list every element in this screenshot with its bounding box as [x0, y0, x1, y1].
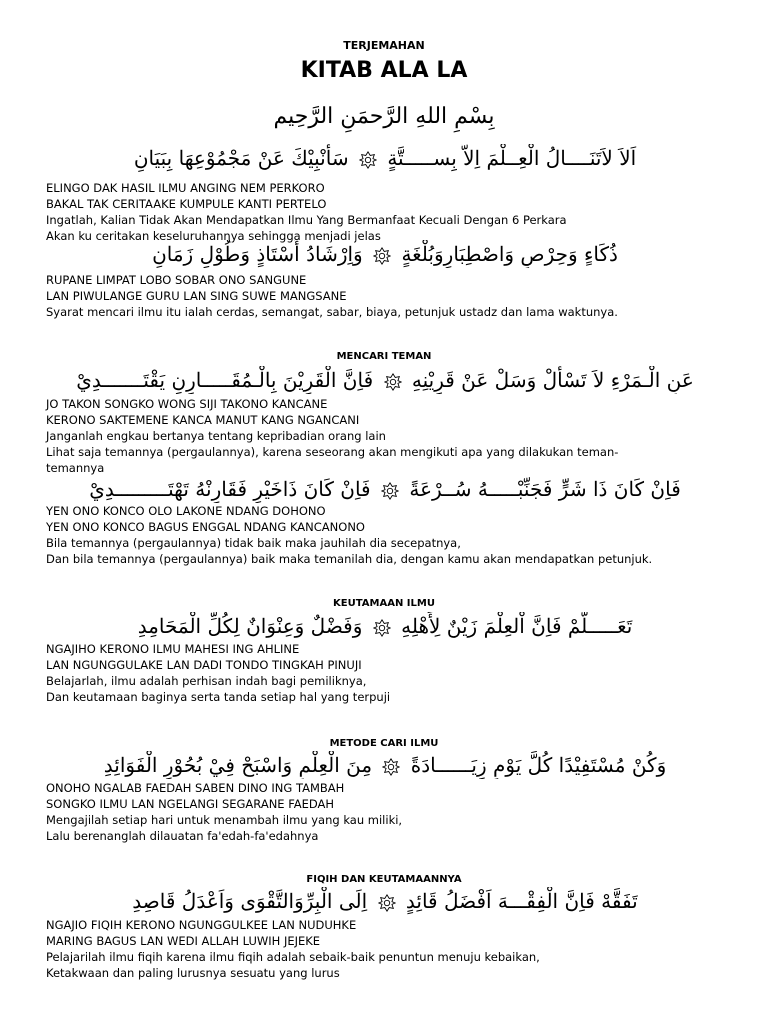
- translation-line: Ketakwaan dan paling lurusnya sesuatu yang lurus: [46, 966, 340, 980]
- verse-separator-icon: [373, 619, 391, 637]
- section-title: MENCARI TEMAN: [336, 351, 432, 362]
- arabic-verse: [40, 751, 730, 779]
- verse-second-half: مِنَ الْعِلْمِ وَاسْبَحْ فِيْ بُحُوْرِ الْفَوَائِدِ: [103, 753, 373, 777]
- translation-line: Pelajarilah ilmu fiqih karena ilmu fiqih adalah sebaik-baik penuntun menuju kebaikan,: [46, 950, 540, 964]
- verse-second-half: اِلَى الْبِرِّوَالتَّقْوَى وَاَعْدَلُ قَاصِدِ: [132, 889, 368, 913]
- translation-line: Syarat mencari ilmu itu ialah cerdas, semangat, sabar, biaya, petunjuk ustadz dan lama waktunya.: [46, 305, 618, 319]
- verse-first-half: وَكُنْ مُسْتَفِيْدًا كُلَّ يَوْمٍ زِيَــــــادَةً: [410, 753, 667, 777]
- translation-line: Bila temannya (pergaulannya) tidak baik maka jauhilah dia secepatnya,: [46, 536, 461, 550]
- section-title: KEUTAMAAN ILMU: [333, 598, 435, 609]
- document-title: KITAB ALA LA: [300, 58, 468, 83]
- translation-line: NGAJIO FIQIH KERONO NGUNGGULKEE LAN NUDUHKE: [46, 918, 357, 932]
- translation-line: LAN PIWULANGE GURU LAN SING SUWE MANGSANE: [46, 289, 347, 303]
- verse-first-half: عَنِ الْـمَرْءِ لاَ تَسْأَلْ وَسَلْ عَنْ قَرِيْنِهِ: [411, 368, 694, 392]
- verse-separator-icon: [359, 151, 377, 169]
- translation-line: Lalu berenanglah dilauatan fa'edah-fa'edahnya: [46, 829, 319, 843]
- translation-line: Dan keutamaan baginya serta tanda setiap hal yang terpuji: [46, 690, 391, 704]
- verse-first-half: تَفَقَّهْ فَاِنَّ الْفِقْـــهَ اَفْضَلُ قَائِدٍ: [405, 889, 638, 913]
- arabic-verse: [40, 366, 730, 394]
- verse-first-half: فَاِنْ كَانَ ذَا شَرٍّ فَجَنِّبْـــــهُ سُــرْعَةً: [409, 477, 681, 501]
- translation-line: Lihat saja temannya (pergaulannya), karena seseorang akan mengikuti apa yang dilakukan teman-: [46, 445, 619, 459]
- translation-line: YEN ONO KONCO OLO LAKONE NDANG DOHONO: [46, 504, 326, 518]
- translation-line: BAKAL TAK CERITAAKE KUMPULE KANTI PERTELO: [46, 197, 327, 211]
- translation-line: MARING BAGUS LAN WEDI ALLAH LUWIH JEJEKE: [46, 934, 321, 948]
- verse-second-half: فَاِنْ كَانَ ذَاخَيْرٍ فَقَارِنْهُ تَهْتَـــــــــدِيْ: [89, 477, 371, 501]
- verse-second-half: وَفَضْلٌ وَعِنْوَانٌ لِكُلِّ الْمَحَامِدِ: [137, 614, 363, 638]
- translation-line: RUPANE LIMPAT LOBO SOBAR ONO SANGUNE: [46, 273, 307, 287]
- translation-line: ONOHO NGALAB FAEDAH SABEN DINO ING TAMBAH: [46, 781, 345, 795]
- arabic-verse: [40, 887, 730, 915]
- translation-line: Janganlah engkau bertanya tentang kepribadian orang lain: [46, 429, 386, 443]
- arabic-verse: [40, 612, 730, 640]
- translation-line: Belajarlah, ilmu adalah perhisan indah bagi pemiliknya,: [46, 674, 367, 688]
- translation-line: ELINGO DAK HASIL ILMU ANGING NEM PERKORO: [46, 181, 325, 195]
- translation-line: JO TAKON SONGKO WONG SIJI TAKONO KANCANE: [46, 397, 328, 411]
- translation-line: Akan ku ceritakan keseluruhannya sehingga menjadi jelas: [46, 229, 381, 243]
- verse-second-half: فَاِنَّ الْقَرِيْنَ بِالْـمُقَـــــارِنِ يَقْتَـــــــدِيْ: [76, 368, 374, 392]
- verse-first-half: اَلاَ لاَتَنَــــالُ الْعِــلْمَ اِلاَّ بِســـــتَّةٍ: [387, 146, 637, 170]
- section-title: FIQIH DAN KEUTAMAANNYA: [306, 874, 462, 885]
- section-title: METODE CARI ILMU: [329, 738, 439, 749]
- verse-second-half: وَاِرْشَادُ أُسْتَاذٍ وَطُوْلِ زَمَانٍ: [152, 242, 363, 266]
- basmalah: بِسْمِ اللهِ الرَّحمَنِ الرَّحِيم: [273, 104, 495, 129]
- verse-separator-icon: [378, 894, 396, 912]
- translation-line: Mengajilah setiap hari untuk menambah ilmu yang kau miliki,: [46, 813, 403, 827]
- arabic-verse: [40, 144, 730, 172]
- verse-first-half: تَعَـــــلَّمْ فَاِنَّ اْلعِلْمَ زَيْنٌ لِأَهْلِهِ: [401, 614, 633, 638]
- translation-line: Ingatlah, Kalian Tidak Akan Mendapatkan Ilmu Yang Bermanfaat Kecuali Dengan 6 Perkara: [46, 213, 567, 227]
- verse-separator-icon: [382, 758, 400, 776]
- translation-line: temannya: [46, 461, 105, 475]
- verse-second-half: سَأُنْبِيْكَ عَنْ مَجْمُوْعِهَا بِبَيَانٍ: [133, 146, 349, 170]
- document-pretitle: TERJEMAHAN: [343, 39, 425, 52]
- translation-line: NGAJIHO KERONO ILMU MAHESI ING AHLINE: [46, 642, 300, 656]
- translation-line: KERONO SAKTEMENE KANCA MANUT KANG NGANCANI: [46, 413, 360, 427]
- translation-line: Dan bila temannya (pergaulannya) baik maka temanilah dia, dengan kamu akan mendapatkan petunjuk.: [46, 552, 653, 566]
- arabic-verse: [40, 475, 730, 503]
- verse-separator-icon: [373, 247, 391, 265]
- arabic-verse: [40, 240, 730, 268]
- translation-line: YEN ONO KONCO BAGUS ENGGAL NDANG KANCANONO: [46, 520, 365, 534]
- translation-line: SONGKO ILMU LAN NGELANGI SEGARANE FAEDAH: [46, 797, 335, 811]
- verse-first-half: ذُكَاءٍ وَحِرْصٍ وَاصْطِبَارٍوَبُلْغَةٍ: [401, 242, 618, 266]
- translation-line: LAN NGUNGGULAKE LAN DADI TONDO TINGKAH PINUJI: [46, 658, 362, 672]
- verse-separator-icon: [384, 373, 402, 391]
- verse-separator-icon: [381, 482, 399, 500]
